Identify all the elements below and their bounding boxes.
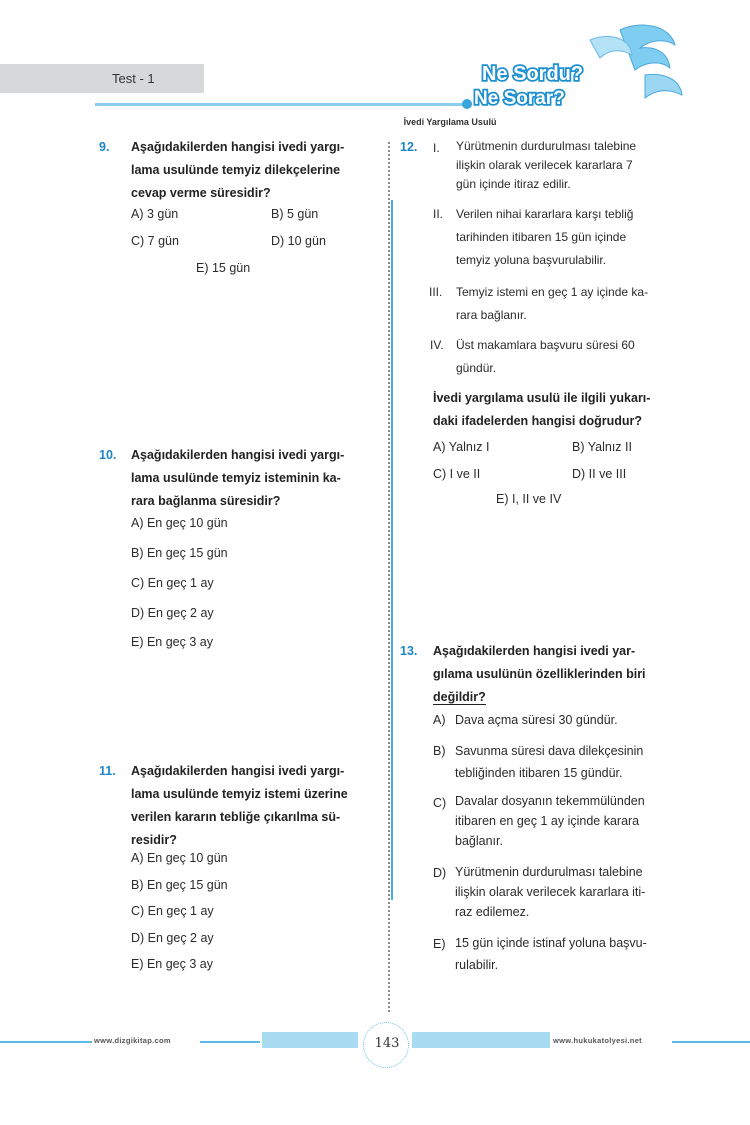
test-label: Test - 1	[112, 71, 155, 86]
footer-url-left[interactable]: www.dizgikitap.com	[94, 1036, 171, 1045]
q12-option-e[interactable]: E) I, II ve IV	[496, 492, 562, 506]
q11-option-d[interactable]: D) En geç 2 ay	[131, 931, 214, 945]
q12-statement-2	[456, 203, 681, 272]
q11-stem	[131, 760, 380, 852]
q12-stem-line: İvedi yargılama usulü ile ilgili yukarı-	[433, 391, 651, 405]
q10-option-a[interactable]: A) En geç 10 gün	[131, 516, 228, 530]
option-line: 15 gün içinde istinaf yoluna başvu-	[455, 936, 647, 950]
page-number: 143	[374, 1036, 400, 1051]
q13-option-c-label[interactable]: C)	[433, 796, 447, 810]
subject-title: İvedi Yargılama Usulü	[403, 117, 497, 127]
q12-option-c[interactable]: C) I ve II	[433, 467, 481, 481]
q9-stem-line: Aşağıdakilerden hangisi ivedi yargı-	[131, 140, 345, 154]
q10-option-d[interactable]: D) En geç 2 ay	[131, 606, 214, 620]
q13-stem-line	[433, 686, 683, 709]
footer-line-right	[672, 1041, 750, 1043]
q12-stem-line: daki ifadelerden hangisi doğrudur?	[433, 414, 643, 428]
q9-stem-line: lama usulünde temyiz dilekçelerine	[131, 163, 341, 177]
q11-stem-line: Aşağıdakilerden hangisi ivedi yargı-	[131, 764, 345, 778]
option-line: raz edilemez.	[455, 905, 530, 919]
footer-bar-right	[412, 1032, 550, 1048]
header-rule	[95, 103, 470, 106]
ne-sordu-logo	[470, 20, 690, 120]
footer-line-left-mid	[200, 1041, 260, 1043]
q12-roman-4: IV.	[430, 338, 444, 352]
q13-stem-line: Aşağıdakilerden hangisi ivedi yar-	[433, 644, 636, 658]
q10-stem-line: rara bağlanma süresidir?	[131, 494, 281, 508]
q12-roman-3: III.	[429, 285, 443, 299]
q12-statement-3	[456, 281, 681, 327]
q10-option-b[interactable]: B) En geç 15 gün	[131, 546, 228, 560]
q11-number: 11.	[99, 764, 116, 778]
logo-line-2: Ne Sorar?	[474, 88, 565, 109]
q10-option-c[interactable]: C) En geç 1 ay	[131, 576, 214, 590]
q10-stem-line: lama usulünde temyiz isteminin ka-	[131, 471, 341, 485]
q12-statement-4	[456, 334, 681, 380]
q13-option-e-label[interactable]: E)	[433, 937, 446, 951]
column-divider	[388, 142, 390, 1012]
statement-line: ilişkin olarak verilecek kararlara 7	[456, 158, 633, 172]
q10-stem-line: Aşağıdakilerden hangisi ivedi yargı-	[131, 448, 345, 462]
option-line: Savunma süresi dava dilekçesinin	[455, 744, 644, 758]
statement-line: Temyiz istemi en geç 1 ay içinde ka-	[456, 285, 649, 299]
option-line: Davalar dosyanın tekemmülünden	[455, 794, 645, 808]
statement-line: Verilen nihai kararlara karşı tebliğ	[456, 207, 634, 221]
statement-line: gündür.	[456, 361, 497, 375]
q12-stem	[433, 387, 683, 433]
column-divider-accent	[391, 200, 393, 900]
q12-option-d[interactable]: D) II ve III	[572, 467, 627, 481]
option-line: Yürütmenin durdurulması talebine	[455, 865, 643, 879]
q9-option-a[interactable]: A) 3 gün	[131, 207, 179, 221]
option-line: itibaren en geç 1 ay içinde karara	[455, 814, 640, 828]
q10-option-e[interactable]: E) En geç 3 ay	[131, 635, 213, 649]
q12-statement-1	[456, 137, 681, 194]
q9-option-d[interactable]: D) 10 gün	[271, 234, 326, 248]
statement-line: Yürütmenin durdurulması talebine	[456, 139, 637, 153]
q12-option-b[interactable]: B) Yalnız II	[572, 440, 632, 454]
q13-option-b[interactable]	[455, 740, 681, 784]
q12-roman-2: II.	[433, 207, 444, 221]
option-line: bağlanır.	[455, 834, 503, 848]
statement-line: temyiz yoluna başvurulabilir.	[456, 253, 607, 267]
q11-stem-line: verilen kararın tebliğe çıkarılma sü-	[131, 810, 341, 824]
q13-number: 13.	[400, 644, 418, 658]
q12-number: 12.	[400, 140, 418, 154]
q9-number: 9.	[99, 140, 110, 154]
option-line: rulabilir.	[455, 958, 499, 972]
q11-option-a[interactable]: A) En geç 10 gün	[131, 851, 228, 865]
q11-stem-line: lama usulünde temyiz istemi üzerine	[131, 787, 348, 801]
q11-option-c[interactable]: C) En geç 1 ay	[131, 904, 214, 918]
q13-option-c[interactable]	[455, 791, 681, 851]
q13-negation: değildir?	[433, 690, 486, 704]
q13-option-d[interactable]	[455, 862, 681, 922]
q10-number: 10.	[99, 448, 117, 462]
q13-option-b-label[interactable]: B)	[433, 744, 446, 758]
option-line: tebliğinden itibaren 15 gündür.	[455, 766, 623, 780]
q12-roman-1: I.	[433, 141, 440, 155]
statement-line: tarihinden itibaren 15 gün içinde	[456, 230, 627, 244]
q13-option-d-label[interactable]: D)	[433, 866, 447, 880]
logo-line-1: Ne Sordu?	[482, 63, 584, 85]
statement-line: rara bağlanır.	[456, 308, 527, 322]
q13-option-a[interactable]	[455, 709, 681, 731]
q9-option-c[interactable]: C) 7 gün	[131, 234, 179, 248]
q9-stem-line: cevap verme süresidir?	[131, 186, 271, 200]
option-line: ilişkin olarak verilecek kararlara iti-	[455, 885, 646, 899]
q11-option-b[interactable]: B) En geç 15 gün	[131, 878, 228, 892]
statement-line: Üst makamlara başvuru süresi 60	[456, 338, 635, 352]
q12-option-a[interactable]: A) Yalnız I	[433, 440, 490, 454]
q11-stem-line: residir?	[131, 833, 177, 847]
q13-stem-line: gılama usulünün özelliklerinden biri	[433, 667, 646, 681]
q10-stem	[131, 444, 380, 513]
q13-option-e[interactable]	[455, 932, 681, 976]
q11-option-e[interactable]: E) En geç 3 ay	[131, 957, 213, 971]
footer-bar-left	[262, 1032, 358, 1048]
test-label-tab	[0, 64, 204, 93]
footer-url-right[interactable]: www.hukukatolyesi.net	[553, 1036, 642, 1045]
footer-line-left	[0, 1041, 92, 1043]
q13-option-a-label[interactable]: A)	[433, 713, 446, 727]
statement-line: gün içinde itiraz edilir.	[456, 177, 571, 191]
q9-stem	[131, 136, 380, 205]
q9-option-b[interactable]: B) 5 gün	[271, 207, 319, 221]
q9-option-e[interactable]: E) 15 gün	[196, 261, 251, 275]
option-line: Dava açma süresi 30 gündür.	[455, 713, 618, 727]
q13-stem	[433, 640, 683, 709]
